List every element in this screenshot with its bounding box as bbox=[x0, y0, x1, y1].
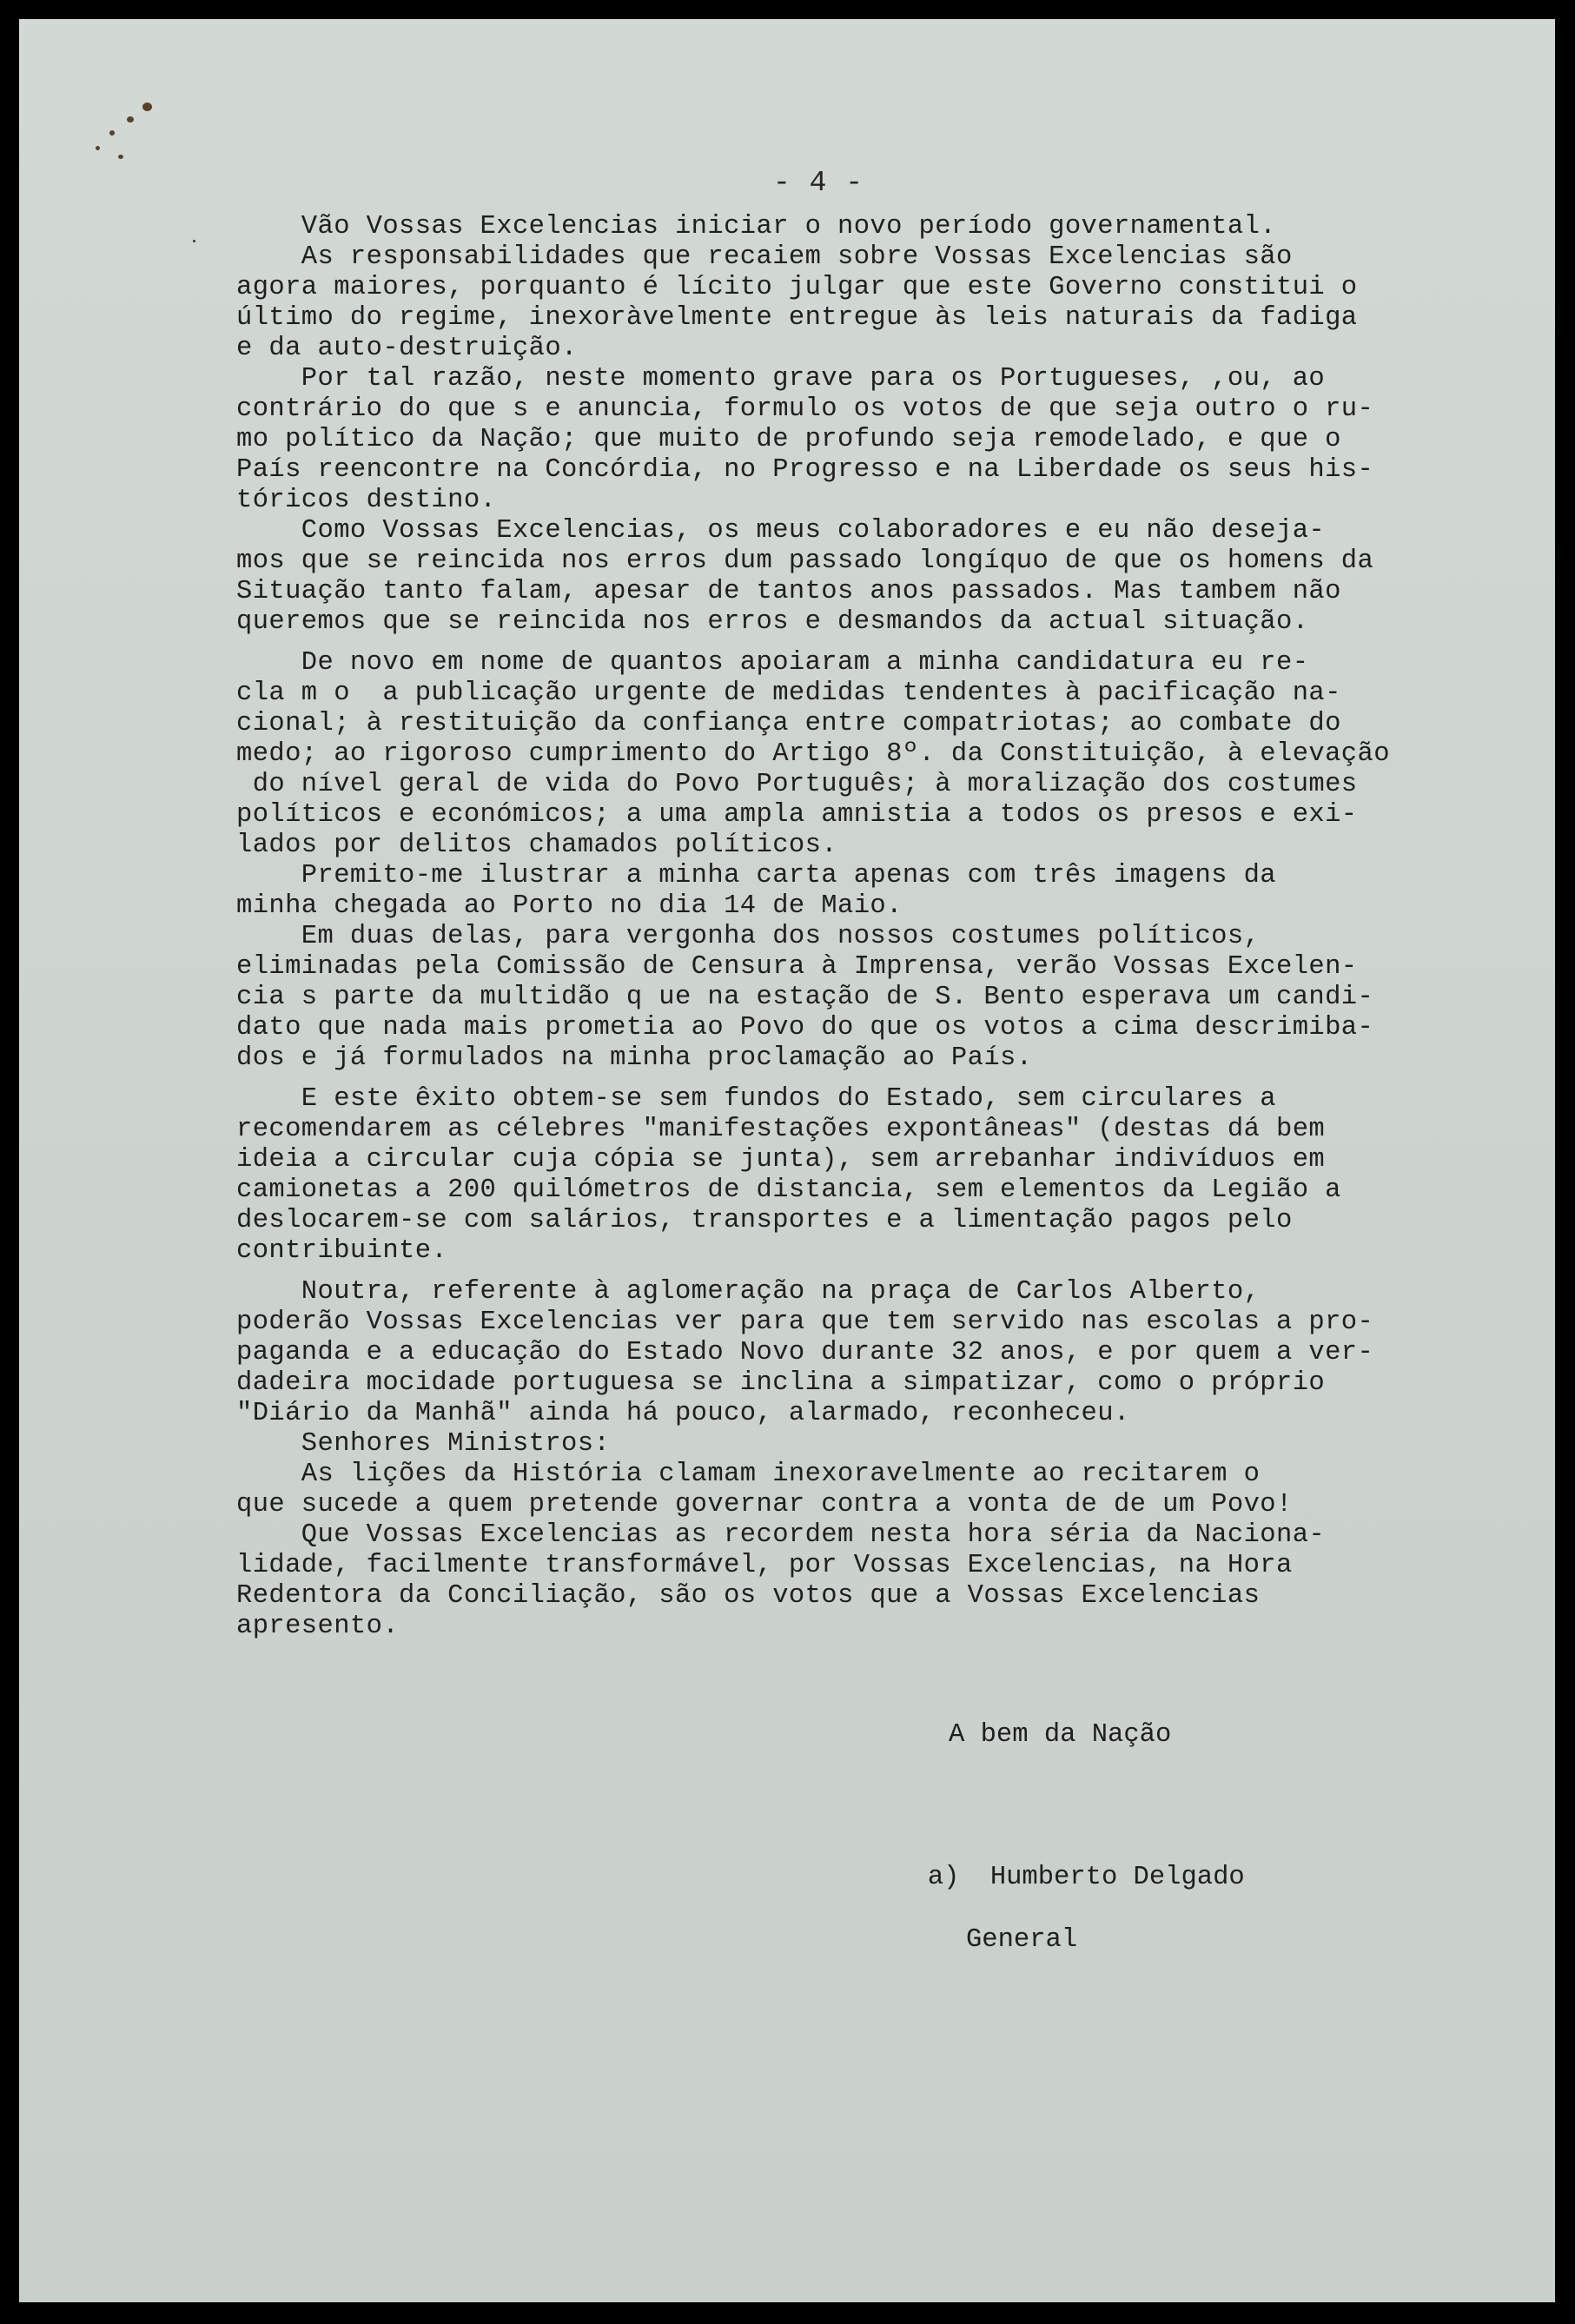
text-line: do nível geral de vida do Povo Português; à moralização dos costumes bbox=[236, 770, 1358, 799]
paragraph bbox=[236, 922, 1513, 1074]
paragraph bbox=[236, 861, 1513, 922]
text-line: As lições da História clamam inexoravelmente ao recitarem o bbox=[236, 1460, 1261, 1489]
text-line: agora maiores, porquanto é lícito julgar que este Governo constitui o bbox=[236, 273, 1358, 302]
signature-rank: General bbox=[966, 1925, 1078, 1955]
text-line: Por tal razão, neste momento grave para os Portugueses, ,ou, ao bbox=[236, 364, 1326, 394]
text-line: País reencontre na Concórdia, no Progresso e na Liberdade os seus his- bbox=[236, 455, 1374, 485]
paragraph bbox=[236, 1084, 1513, 1267]
text-line: Redentora da Conciliação, são os votos que a Vossas Excelencias bbox=[236, 1581, 1261, 1611]
ink-stain bbox=[118, 155, 123, 159]
text-line: dato que nada mais prometia ao Povo do que os votos a cima descrimiba- bbox=[236, 1013, 1374, 1043]
paragraph bbox=[236, 364, 1513, 516]
paragraph bbox=[236, 1277, 1513, 1429]
text-line: Em duas delas, para vergonha dos nossos costumes políticos, bbox=[236, 922, 1261, 951]
text-line: dos e já formulados na minha proclamação ao País. bbox=[236, 1043, 1033, 1073]
text-line: mo político da Nação; que muito de profundo seja remodelado, e que o bbox=[236, 425, 1341, 454]
text-line: ideia a circular cuja cópia se junta), sem arrebanhar indivíduos em bbox=[236, 1145, 1326, 1175]
text-line: Vão Vossas Excelencias iniciar o novo período governamental. bbox=[236, 212, 1276, 242]
paragraph bbox=[236, 1429, 1513, 1460]
paragraph bbox=[236, 212, 1513, 242]
text-line: poderão Vossas Excelencias ver para que tem servido nas escolas a pro- bbox=[236, 1308, 1374, 1337]
text-line: lados por delitos chamados políticos. bbox=[236, 831, 838, 860]
text-line: apresento. bbox=[236, 1612, 400, 1641]
ink-stain bbox=[109, 130, 115, 136]
letter-body bbox=[236, 212, 1513, 1642]
text-line: As responsabilidades que recaiem sobre Vossas Excelencias são bbox=[236, 242, 1293, 272]
text-line: contrário do que s e anuncia, formulo os votos de que seja outro o ru- bbox=[236, 394, 1374, 424]
text-line: contribuinte. bbox=[236, 1236, 448, 1266]
text-line: recomendarem as célebres "manifestações expontâneas" (destas dá bem bbox=[236, 1115, 1326, 1144]
text-line: último do regime, inexoràvelmente entregue às leis naturais da fadiga bbox=[236, 303, 1358, 333]
document-page bbox=[19, 19, 1555, 2302]
text-line: cia s parte da multidão q ue na estação de S. Bento esperava um candi- bbox=[236, 983, 1374, 1012]
text-line: "Diário da Manhã" ainda há pouco, alarmado, reconheceu. bbox=[236, 1399, 1130, 1428]
ink-stain bbox=[127, 116, 134, 122]
text-line: dadeira mocidade portuguesa se inclina a simpatizar, como o próprio bbox=[236, 1368, 1326, 1398]
text-line: mos que se reincida nos erros dum passado longíquo de que os homens da bbox=[236, 546, 1374, 576]
text-line: cla m o a publicação urgente de medidas tendentes à pacificação na- bbox=[236, 679, 1341, 708]
text-line: e da auto-destruição. bbox=[236, 334, 578, 363]
text-line: políticos e económicos; a uma ampla amnistia a todos os presos e exi- bbox=[236, 800, 1358, 830]
signature-marker: a) bbox=[927, 1863, 960, 1892]
ink-stain bbox=[193, 240, 195, 242]
text-line: De novo em nome de quantos apoiaram a minha candidatura eu re- bbox=[236, 648, 1309, 678]
text-line: Noutra, referente à aglomeração na praça de Carlos Alberto, bbox=[236, 1277, 1261, 1307]
text-line: que sucede a quem pretende governar contra a vonta de de um Povo! bbox=[236, 1490, 1293, 1520]
text-line: paganda e a educação do Estado Novo durante 32 anos, e por quem a ver- bbox=[236, 1338, 1374, 1367]
text-line: eliminadas pela Comissão de Censura à Imprensa, verão Vossas Excelen- bbox=[236, 952, 1358, 982]
text-line: minha chegada ao Porto no dia 14 de Maio. bbox=[236, 891, 903, 921]
text-line: deslocarem-se com salários, transportes e a limentação pagos pelo bbox=[236, 1206, 1293, 1235]
text-line: medo; ao rigoroso cumprimento do Artigo 8º. da Constituição, à elevação bbox=[236, 739, 1390, 769]
ink-stain bbox=[142, 103, 152, 111]
text-line: lidade, facilmente transformável, por Vossas Excelencias, na Hora bbox=[236, 1551, 1293, 1580]
text-line: Que Vossas Excelencias as recordem nesta hora séria da Naciona- bbox=[236, 1520, 1326, 1550]
text-line: tóricos destino. bbox=[236, 486, 497, 515]
signature-block bbox=[832, 1831, 1245, 1956]
text-line: Situação tanto falam, apesar de tantos anos passados. Mas tambem não bbox=[236, 577, 1341, 606]
paragraph bbox=[236, 648, 1513, 861]
text-line: Como Vossas Excelencias, os meus colaboradores e eu não deseja- bbox=[236, 516, 1326, 546]
ink-stain bbox=[96, 146, 100, 150]
text-line: Premito-me ilustrar a minha carta apenas com três imagens da bbox=[236, 861, 1276, 891]
paragraph bbox=[236, 516, 1513, 638]
text-line: cional; à restituição da confiança entre compatriotas; ao combate do bbox=[236, 709, 1341, 738]
text-line: queremos que se reincida nos erros e desmandos da actual situação. bbox=[236, 607, 1309, 637]
text-line: Senhores Ministros: bbox=[236, 1429, 611, 1459]
text-line: E este êxito obtem-se sem fundos do Estado, sem circulares a bbox=[236, 1084, 1276, 1114]
paragraph bbox=[236, 242, 1513, 364]
signature-name: Humberto Delgado bbox=[989, 1863, 1245, 1892]
page-number: - 4 - bbox=[773, 167, 864, 199]
closing-salutation: A bem da Nação bbox=[949, 1720, 1172, 1750]
paragraph bbox=[236, 1460, 1513, 1520]
text-line: camionetas a 200 quilómetros de distancia, sem elementos da Legião a bbox=[236, 1175, 1341, 1205]
paragraph bbox=[236, 1520, 1513, 1642]
